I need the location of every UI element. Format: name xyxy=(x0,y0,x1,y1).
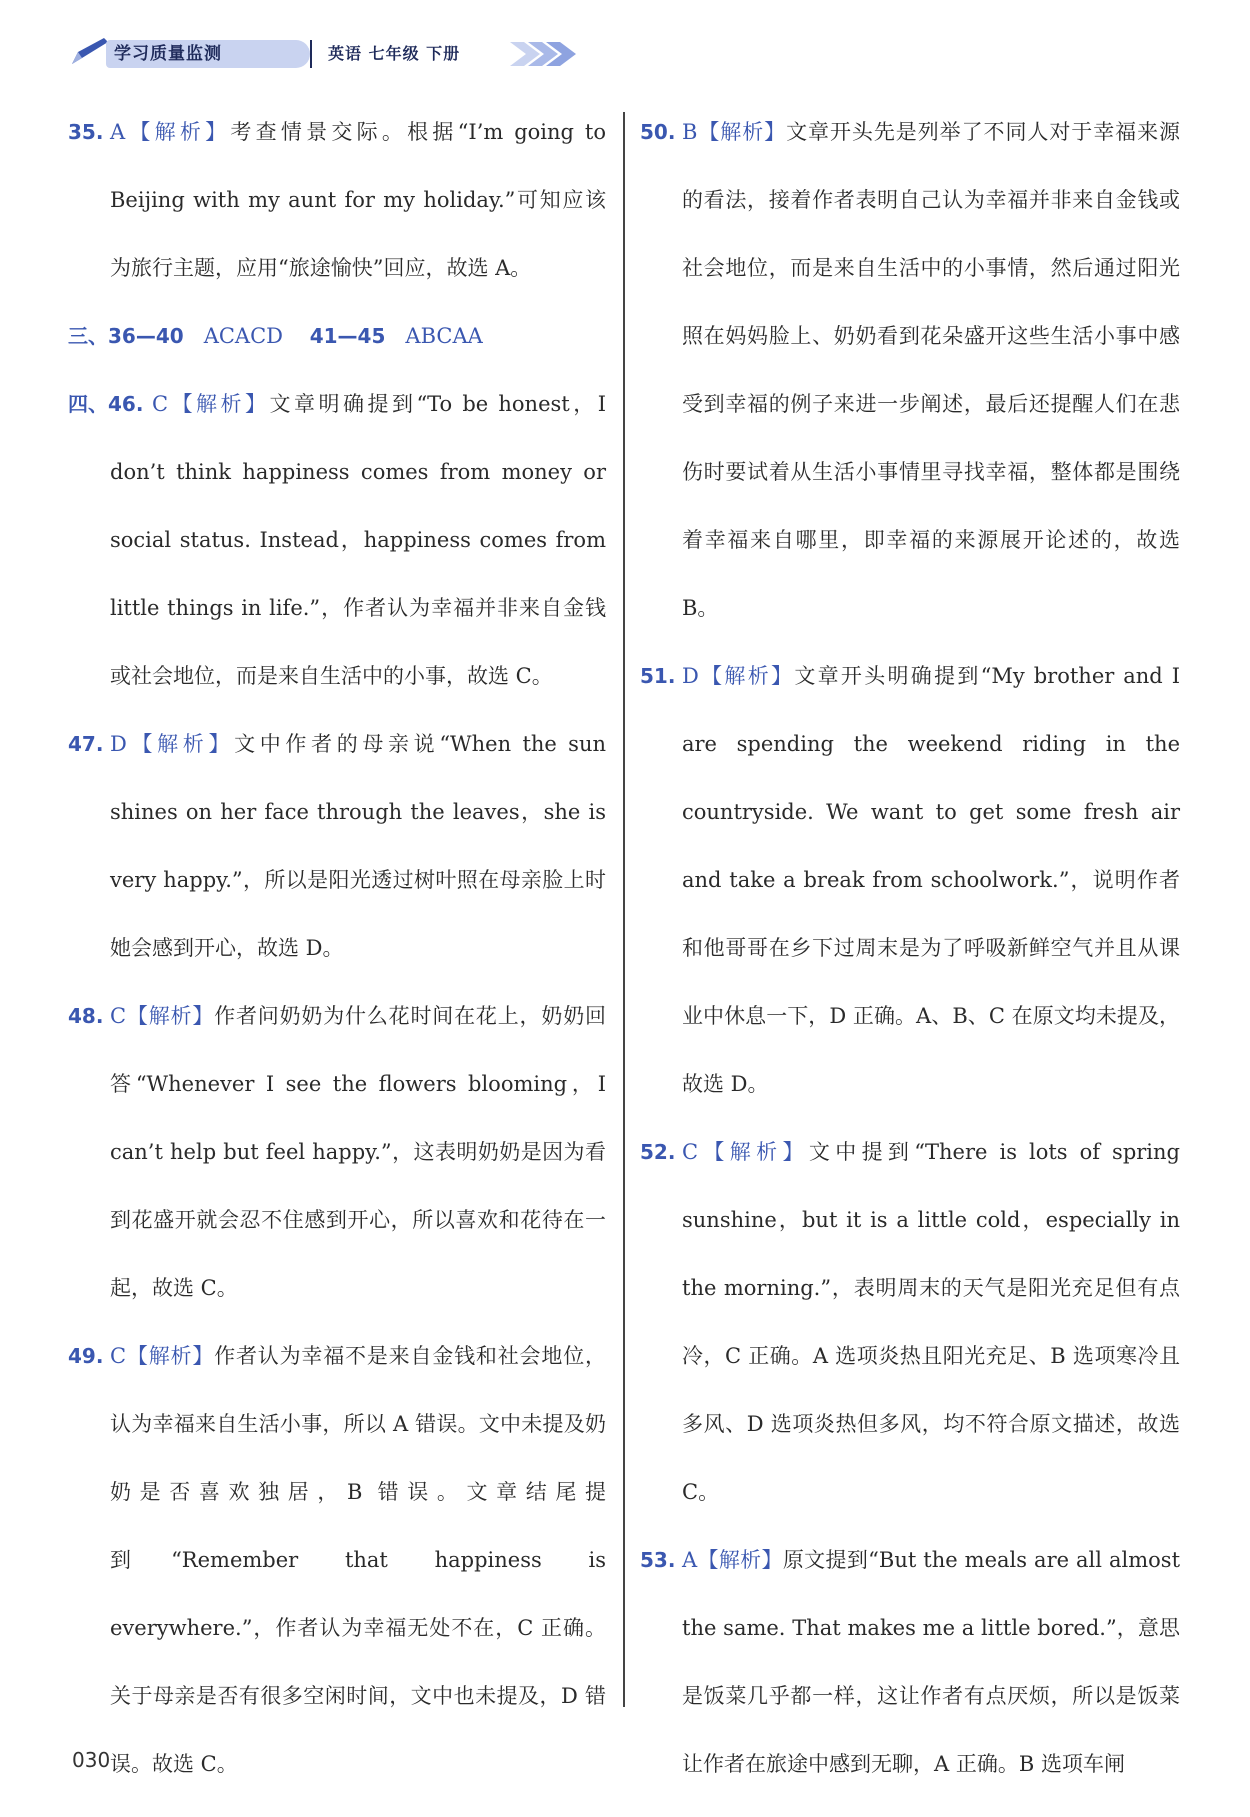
question-number: 49. xyxy=(68,1344,104,1368)
answer-35 xyxy=(68,98,606,302)
analysis-text: 文章明确提到“To be honest，I don’t think happiness comes from money or social status. Instead，happiness comes from little things in life.”，作者认为幸福并非来自金钱或社会地位，而是来自生活中的小事，故选 C。 xyxy=(110,392,606,688)
analysis-text: 文中提到“There is lots of spring sunshine，but it is a little cold，especially in the morning.”，表明周末的天气是阳光充足但有点冷，C 正确。A 选项炎热且阳光充足、B 选项寒冷且多风、D 选项炎热但多风，均不符合原文描述，故选 C。 xyxy=(682,1140,1180,1504)
answer-letter: A xyxy=(110,120,126,144)
answer-51 xyxy=(640,642,1180,1118)
analysis-tag: 【解析】 xyxy=(698,1140,809,1164)
right-column xyxy=(640,98,1180,1798)
header-separator xyxy=(310,40,312,68)
analysis-tag: 【解析】 xyxy=(697,120,787,144)
analysis-tag: 【解析】 xyxy=(697,1548,783,1572)
question-number: 53. xyxy=(640,1548,676,1572)
analysis-tag: 【解析】 xyxy=(168,392,270,416)
page-number: 030 xyxy=(72,1748,111,1772)
question-number: 51. xyxy=(640,664,676,688)
answer-52 xyxy=(640,1118,1180,1526)
answer-letter: D xyxy=(682,664,699,688)
analysis-tag: 【解析】 xyxy=(125,120,231,144)
pencil-icon xyxy=(70,36,110,66)
question-range: 41—45 xyxy=(309,324,386,348)
answer-53 xyxy=(640,1526,1180,1798)
answer-key: ACACD xyxy=(203,324,284,348)
analysis-text: 文章开头先是列举了不同人对于幸福来源的看法，接着作者表明自己认为幸福并非来自金钱或社会地位，而是来自生活中的小事情，然后通过阳光照在妈妈脸上、奶奶看到花朵盛开这些生活小事中感受到幸福的例子来进一步阐述，最后还提醒人们在悲伤时要试着从生活小事情里寻找幸福，整体都是围绕着幸福来自哪里，即幸福的来源展开论述的，故选 B。 xyxy=(682,120,1181,620)
analysis-text: 文章开头明确提到“My brother and I are spending the weekend riding in the countryside. We want to get some fresh air and take a break from schoolwork.”，说明作者和他哥哥在乡下过周末是为了呼吸新鲜空气并且从课业中休息一下，D 正确。A、B、C 在原文均未提及，故选 D。 xyxy=(682,664,1181,1096)
analysis-text: 文中作者的母亲说“When the sun shines on her face through the leaves，she is very happy.”，所以是阳光透过树叶照在母亲脸上时她会感到开心，故选 D。 xyxy=(110,732,606,960)
question-range: 三、36—40 xyxy=(68,324,184,348)
question-number: 48. xyxy=(68,1004,104,1028)
series-title: 学习质量监测 xyxy=(114,44,222,64)
analysis-text: 作者问奶奶为什么花时间在花上，奶奶回答“Whenever I see the flowers blooming，I can’t help but feel happy.”，这表明奶奶是因为看到花盛开就会忍不住感到开心，所以喜欢和花待在一起，故选 C。 xyxy=(110,1004,607,1300)
answer-key: ABCAA xyxy=(405,324,483,348)
column-divider xyxy=(623,112,625,1707)
analysis-tag: 【解析】 xyxy=(126,1344,215,1368)
analysis-text: 原文提到“But the meals are all almost the same. That makes me a little bored.”，意思是饭菜几乎都一样，这让作者有点厌烦，所以是饭菜让作者在旅途中感到无聊，A 正确。B 选项车闸 xyxy=(682,1548,1181,1776)
answer-46 xyxy=(68,370,606,710)
answer-letter: C xyxy=(682,1140,699,1164)
answer-49 xyxy=(68,1322,606,1798)
answer-letter: A xyxy=(682,1548,698,1572)
analysis-text: 作者认为幸福不是来自金钱和社会地位，认为幸福来自生活小事，所以 A 错误。文中未提及奶奶是否喜欢独居，B 错误。文章结尾提到“Remember that happiness is everywhere.”，作者认为幸福无处不在，C 正确。关于母亲是否有很多空闲时间，文中也未提及，D 错误。故选 C。 xyxy=(110,1344,607,1776)
answer-letter: C xyxy=(110,1004,127,1028)
question-number: 52. xyxy=(640,1140,676,1164)
question-number: 四、46. xyxy=(68,392,144,416)
question-number: 50. xyxy=(640,120,676,144)
page-header xyxy=(70,30,540,74)
answer-letter: C xyxy=(110,1344,127,1368)
analysis-tag: 【解析】 xyxy=(126,732,235,756)
question-number: 35. xyxy=(68,120,104,144)
answer-48 xyxy=(68,982,606,1322)
analysis-text: 考查情景交际。根据“I’m going to Beijing with my aunt for my holiday.”可知应该为旅行主题，应用“旅途愉快”回应，故选 A。 xyxy=(110,120,606,280)
left-column xyxy=(68,98,606,1798)
analysis-tag: 【解析】 xyxy=(126,1004,215,1028)
chevrons-right-icon xyxy=(510,38,590,70)
analysis-tag: 【解析】 xyxy=(698,664,795,688)
answer-47 xyxy=(68,710,606,982)
answer-section-3 xyxy=(68,302,606,370)
answer-letter: C xyxy=(152,392,169,416)
answer-letter: B xyxy=(682,120,698,144)
answer-letter: D xyxy=(110,732,127,756)
answer-50 xyxy=(640,98,1180,642)
question-number: 47. xyxy=(68,732,104,756)
book-subject: 英语 七年级 下册 xyxy=(328,44,461,63)
